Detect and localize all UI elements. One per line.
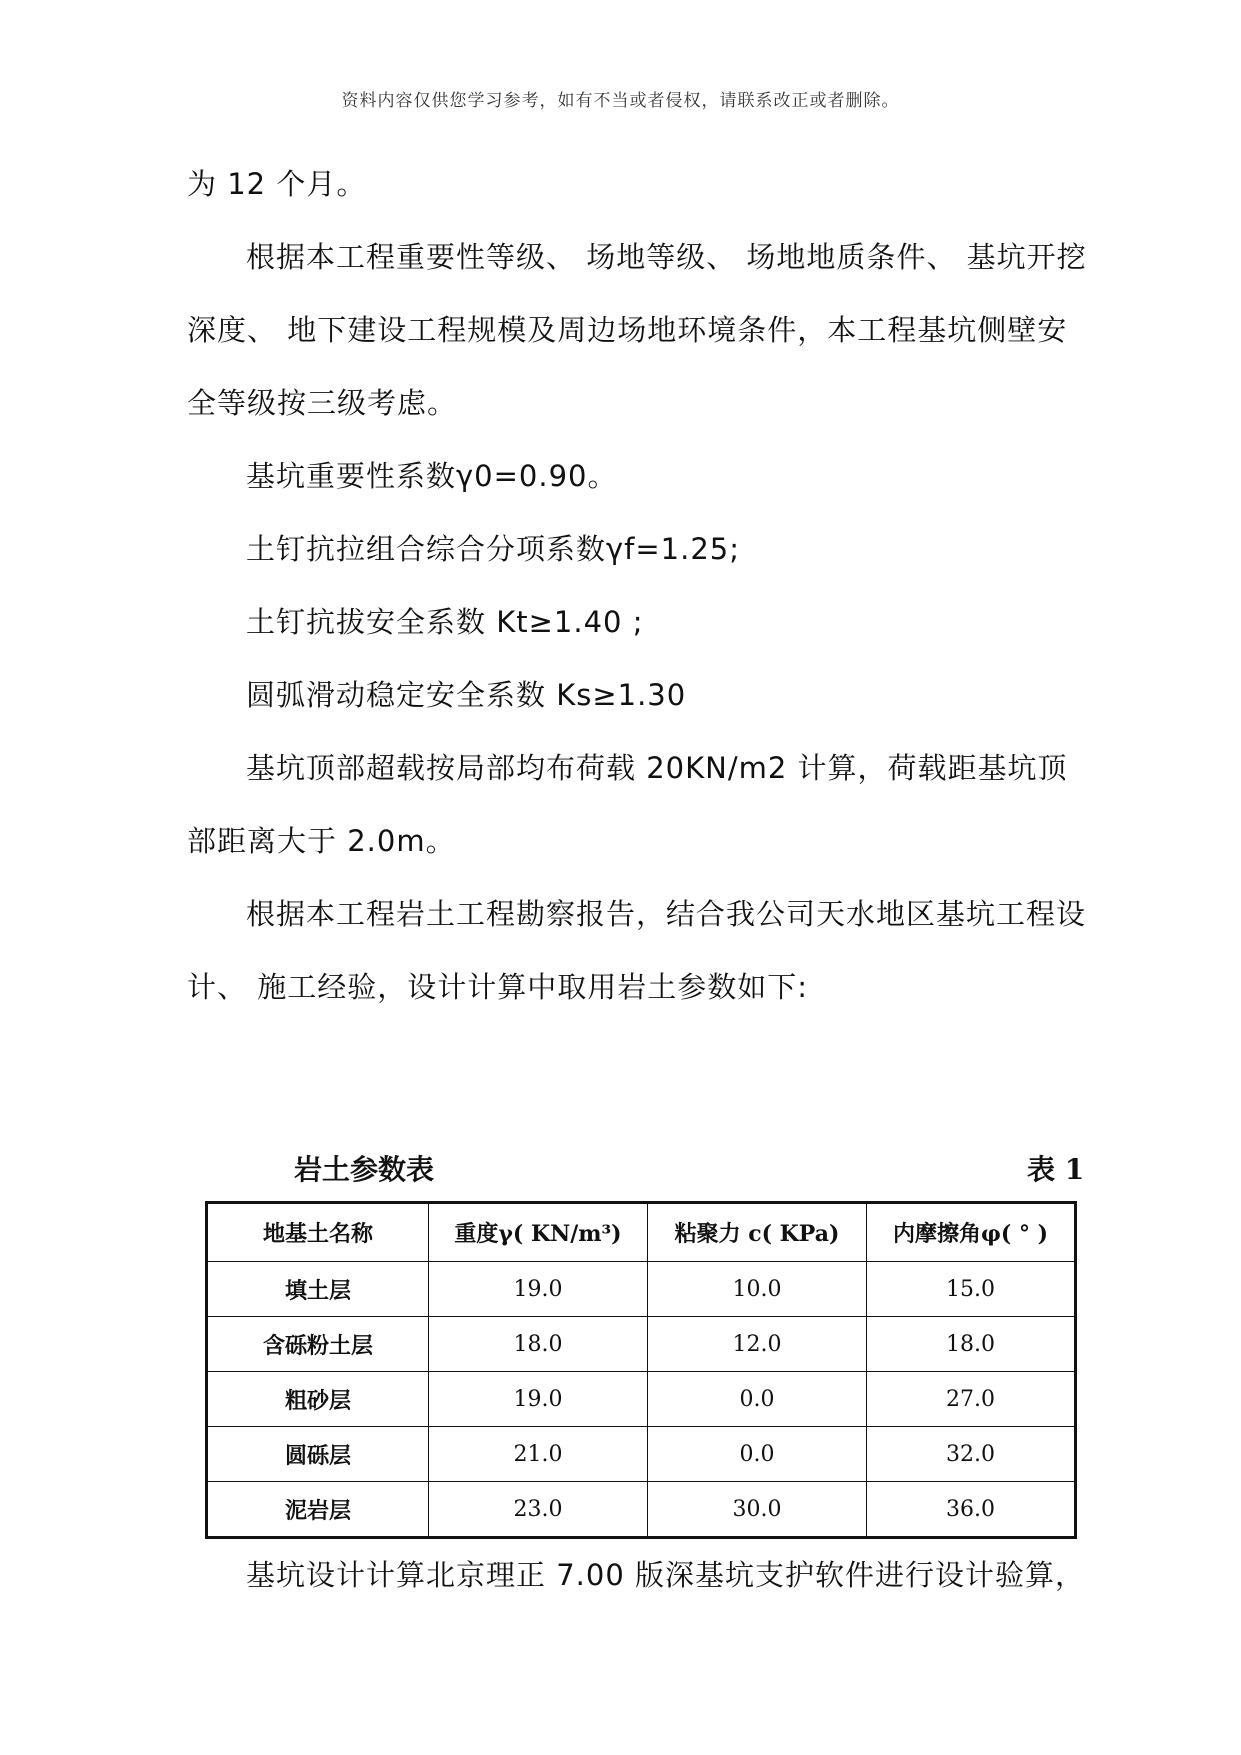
- cell-soil-name: 粗砂层: [207, 1372, 429, 1427]
- table-header-row: [207, 1203, 1076, 1262]
- page-header-disclaimer: 资料内容仅供您学习参考，如有不当或者侵权，请联系改正或者删除。: [341, 91, 900, 111]
- paragraph-7: 基坑顶部超载按局部均布荷载 20KN/m2 计算，荷载距基坑顶部距离大于 2.0m。: [187, 751, 1068, 858]
- cell-unit-weight: 19.0: [429, 1372, 648, 1427]
- paragraph-4: 土钉抗拉组合综合分项系数γf=1.25;: [246, 532, 741, 566]
- cell-friction-angle: 32.0: [867, 1427, 1076, 1482]
- header-soil-name: 地基土名称: [207, 1203, 429, 1262]
- cell-soil-name: 圆砾层: [207, 1427, 429, 1482]
- cell-unit-weight: 18.0: [429, 1317, 648, 1372]
- table-row: [207, 1262, 1076, 1317]
- cell-friction-angle: 15.0: [867, 1262, 1076, 1317]
- table-row: [207, 1427, 1076, 1482]
- paragraph-1: 为 12 个月。: [187, 167, 367, 201]
- cell-cohesion: 0.0: [648, 1427, 867, 1482]
- cell-cohesion: 30.0: [648, 1482, 867, 1538]
- table-number: 表 1: [1027, 1153, 1085, 1186]
- cell-friction-angle: 36.0: [867, 1482, 1076, 1538]
- cell-unit-weight: 21.0: [429, 1427, 648, 1482]
- table-row: [207, 1482, 1076, 1538]
- table-caption: 岩土参数表: [294, 1153, 435, 1186]
- cell-unit-weight: 19.0: [429, 1262, 648, 1317]
- header-friction-angle: 内摩擦角φ( ° ): [867, 1203, 1076, 1262]
- header-cohesion: 粘聚力 c( KPa): [648, 1203, 867, 1262]
- cell-soil-name: 填土层: [207, 1262, 429, 1317]
- cell-unit-weight: 23.0: [429, 1482, 648, 1538]
- paragraph-6: 圆弧滑动稳定安全系数 Ks≥1.30: [246, 678, 687, 712]
- table-row: [207, 1317, 1076, 1372]
- cell-soil-name: 含砾粉土层: [207, 1317, 429, 1372]
- table-row: [207, 1372, 1076, 1427]
- paragraph-3: 基坑重要性系数γ0=0.90。: [246, 459, 618, 493]
- soil-parameter-table: [205, 1201, 1077, 1539]
- cell-friction-angle: 18.0: [867, 1317, 1076, 1372]
- cell-cohesion: 0.0: [648, 1372, 867, 1427]
- header-unit-weight: 重度γ( KN/m³): [429, 1203, 648, 1262]
- cell-soil-name: 泥岩层: [207, 1482, 429, 1538]
- paragraph-2: 根据本工程重要性等级、 场地等级、 场地地质条件、 基坑开挖深度、 地下建设工程规模及周边场地环境条件，本工程基坑侧壁安全等级按三级考虑。: [187, 240, 1087, 420]
- paragraph-5: 土钉抗拔安全系数 Kt≥1.40 ;: [246, 605, 644, 639]
- closing-paragraph: 基坑设计计算北京理正 7.00 版深基坑支护软件进行设计验算，: [246, 1558, 1086, 1592]
- paragraph-8: 根据本工程岩土工程勘察报告，结合我公司天水地区基坑工程设计、 施工经验，设计计算中取用岩土参数如下:: [187, 897, 1087, 1004]
- cell-friction-angle: 27.0: [867, 1372, 1076, 1427]
- cell-cohesion: 10.0: [648, 1262, 867, 1317]
- cell-cohesion: 12.0: [648, 1317, 867, 1372]
